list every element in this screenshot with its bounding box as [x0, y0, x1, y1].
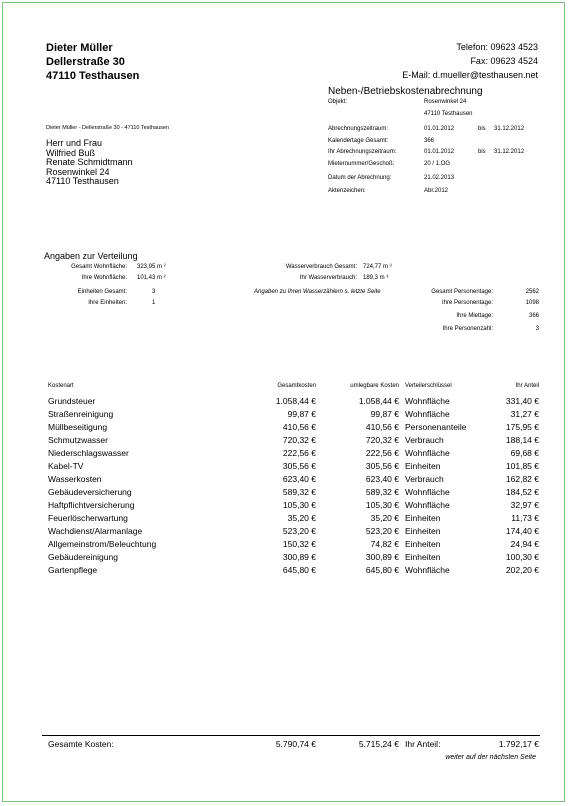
cell-kostenart: Wachdienst/Alarmanlage	[48, 526, 143, 536]
your-person-days-label: Ihre Personentage:	[441, 300, 493, 306]
cell-anteil: 11,73 €	[511, 513, 539, 523]
your-area-label: Ihre Wohnfläche:	[81, 275, 127, 281]
your-rent-days-value: 366	[528, 313, 539, 319]
water-your-value: 189,3 m ³	[363, 275, 389, 281]
cell-schluessel: Wohnfläche	[405, 565, 450, 575]
total-area-label: Gesamt Wohnfläche:	[71, 264, 127, 270]
col-header-kostenart: Kostenart	[48, 383, 74, 389]
cell-anteil: 331,40 €	[505, 396, 539, 406]
cell-anteil: 162,82 €	[505, 474, 539, 484]
cell-anteil: 174,40 €	[505, 526, 539, 536]
cell-umlegbar: 1.058,44 €	[358, 396, 399, 406]
recipient-line-1: Herr und Frau	[46, 138, 103, 148]
your-area-value: 101,43 m ²	[137, 275, 166, 281]
water-total-value: 724,77 m ³	[363, 264, 392, 270]
cell-gesamtkosten: 150,32 €	[282, 539, 316, 549]
cell-umlegbar: 645,80 €	[365, 565, 399, 575]
cell-kostenart: Wasserkosten	[48, 474, 102, 484]
your-units-value: 1	[152, 300, 156, 306]
cell-kostenart: Straßenreinigung	[48, 409, 114, 419]
cell-umlegbar: 99,87 €	[370, 409, 399, 419]
period-from: 01.01.2012	[424, 126, 455, 132]
cell-gesamtkosten: 720,32 €	[282, 435, 316, 445]
table-row	[0, 500, 569, 513]
cell-kostenart: Gartenpflege	[48, 565, 98, 575]
your-persons-value: 3	[535, 326, 539, 332]
cell-gesamtkosten: 305,56 €	[282, 461, 316, 471]
cell-schluessel: Personenanteile	[405, 422, 467, 432]
cell-kostenart: Schmutzwasser	[48, 435, 108, 445]
your-units-label: Ihre Einheiten:	[88, 300, 127, 306]
water-total-label: Wasserverbrauch Gesamt:	[285, 264, 357, 270]
cell-umlegbar: 74,82 €	[370, 539, 399, 549]
statement-title: Neben-/Betriebskostenabrechnung	[328, 86, 483, 97]
cell-umlegbar: 305,56 €	[365, 461, 399, 471]
ref-label: Aktenzeichen:	[328, 188, 366, 194]
person-days-total-label: Gesamt Personentage:	[431, 289, 493, 295]
cell-gesamtkosten: 105,30 €	[282, 500, 316, 510]
table-row	[0, 552, 569, 565]
cell-schluessel: Einheiten	[405, 461, 441, 471]
table-row	[0, 474, 569, 487]
totals-label: Gesamte Kosten:	[48, 739, 114, 749]
totals-gesamt: 5.790,74 €	[275, 739, 316, 749]
distribution-title: Angaben zur Verteilung	[44, 251, 138, 261]
tenant-no-value: 20 / 1.OG	[424, 161, 451, 167]
sender-email: E-Mail: d.mueller@testhausen.net	[402, 70, 538, 80]
table-row	[0, 526, 569, 539]
cell-schluessel: Wohnfläche	[405, 487, 450, 497]
date-label: Datum der Abrechnung:	[328, 175, 392, 181]
cell-anteil: 69,68 €	[510, 448, 539, 458]
cell-anteil: 31,27 €	[510, 409, 539, 419]
cell-schluessel: Einheiten	[405, 526, 441, 536]
col-header-umlegbar: umlegbare Kosten	[350, 383, 399, 389]
table-row	[0, 396, 569, 409]
cell-anteil: 202,20 €	[505, 565, 539, 575]
cell-gesamtkosten: 35,20 €	[287, 513, 316, 523]
table-row	[0, 409, 569, 422]
your-period-label: Ihr Abrechnungszeitraum:	[328, 149, 397, 155]
object-value-2: 47110 Testhausen	[424, 111, 473, 117]
object-value-1: Rosenwinkel 24	[424, 99, 467, 105]
days-value: 366	[424, 138, 435, 144]
person-days-total-value: 2562	[525, 289, 539, 295]
cell-kostenart: Kabel-TV	[48, 461, 84, 471]
cell-schluessel: Wohnfläche	[405, 409, 450, 419]
object-label: Objekt:	[328, 99, 348, 105]
cell-gesamtkosten: 99,87 €	[287, 409, 316, 419]
table-row	[0, 487, 569, 500]
days-label: Kalendertage Gesamt:	[328, 138, 389, 144]
ref-value: Abr.2012	[424, 188, 449, 194]
your-period-from: 01.01.2012	[424, 149, 455, 155]
your-period-bis: bis	[478, 149, 486, 155]
recipient-line-5: 47110 Testhausen	[46, 176, 119, 186]
table-row	[0, 565, 569, 578]
tenant-no-label: Mieternummer/Geschoß:	[328, 161, 395, 167]
sender-name: Dieter Müller	[46, 42, 113, 54]
cell-gesamtkosten: 222,56 €	[282, 448, 316, 458]
sender-city: 47110 Testhausen	[46, 70, 140, 82]
recipient-line-2: Wilfried Buß	[46, 148, 96, 158]
table-row	[0, 539, 569, 552]
cell-gesamtkosten: 300,89 €	[282, 552, 316, 562]
cell-kostenart: Gebäudereinigung	[48, 552, 118, 562]
cell-kostenart: Haftpflichtversicherung	[48, 500, 135, 510]
totals-divider	[42, 735, 540, 736]
cell-kostenart: Niederschlagswasser	[48, 448, 129, 458]
totals-umlegbar: 5.715,24 €	[358, 739, 399, 749]
your-rent-days-label: Ihre Miettage:	[456, 313, 493, 319]
period-to: 31.12.2012	[494, 126, 525, 132]
cell-anteil: 101,85 €	[505, 461, 539, 471]
cell-schluessel: Einheiten	[405, 513, 441, 523]
cell-umlegbar: 35,20 €	[370, 513, 399, 523]
cell-umlegbar: 523,20 €	[365, 526, 399, 536]
cell-anteil: 32,97 €	[510, 500, 539, 510]
table-row	[0, 513, 569, 526]
your-person-days-value: 1098	[525, 300, 539, 306]
cell-schluessel: Wohnfläche	[405, 500, 450, 510]
table-row	[0, 461, 569, 474]
cell-anteil: 184,52 €	[505, 487, 539, 497]
period-bis: bis	[478, 126, 486, 132]
sender-fax: Fax: 09623 4524	[470, 56, 538, 66]
cell-anteil: 24,94 €	[510, 539, 539, 549]
recipient-line-4: Rosenwinkel 24	[46, 167, 110, 177]
cell-schluessel: Verbrauch	[405, 435, 444, 445]
col-header-schluessel: Verteilerschlüssel	[405, 383, 452, 389]
cell-umlegbar: 720,32 €	[365, 435, 399, 445]
cell-kostenart: Müllbeseitigung	[48, 422, 108, 432]
your-period-to: 31.12.2012	[494, 149, 525, 155]
table-row	[0, 448, 569, 461]
cell-schluessel: Einheiten	[405, 539, 441, 549]
cell-kostenart: Feuerlöscherwartung	[48, 513, 128, 523]
cell-kostenart: Allgemeinstrom/Beleuchtung	[48, 539, 157, 549]
total-area-value: 323,95 m ²	[137, 264, 166, 270]
cell-schluessel: Einheiten	[405, 552, 441, 562]
water-your-label: Ihr Wasserverbrauch:	[299, 275, 357, 281]
cell-schluessel: Verbrauch	[405, 474, 444, 484]
your-persons-label: Ihre Personenzahl:	[442, 326, 493, 332]
cell-umlegbar: 410,56 €	[365, 422, 399, 432]
recipient-line-3: Renate Schmidtmann	[46, 157, 133, 167]
cell-anteil: 188,14 €	[505, 435, 539, 445]
cell-umlegbar: 105,30 €	[365, 500, 399, 510]
col-header-gesamtkosten: Gesamtkosten	[277, 383, 316, 389]
cell-gesamtkosten: 410,56 €	[282, 422, 316, 432]
cell-kostenart: Grundsteuer	[48, 396, 96, 406]
table-row	[0, 422, 569, 435]
cell-gesamtkosten: 589,32 €	[282, 487, 316, 497]
date-value: 21.02.2013	[424, 175, 455, 181]
cell-schluessel: Wohnfläche	[405, 448, 450, 458]
cell-anteil: 175,95 €	[505, 422, 539, 432]
table-row	[0, 435, 569, 448]
units-label: Einheiten Gesamt:	[77, 289, 127, 295]
units-value: 3	[152, 289, 156, 295]
continued-note: weiter auf der nächsten Seite	[445, 754, 536, 761]
cell-umlegbar: 222,56 €	[365, 448, 399, 458]
cell-gesamtkosten: 1.058,44 €	[275, 396, 316, 406]
cell-gesamtkosten: 523,20 €	[282, 526, 316, 536]
cell-umlegbar: 589,32 €	[365, 487, 399, 497]
totals-share: 1.792,17 €	[498, 739, 539, 749]
cell-schluessel: Wohnfläche	[405, 396, 450, 406]
cell-umlegbar: 623,40 €	[365, 474, 399, 484]
cell-gesamtkosten: 623,40 €	[282, 474, 316, 484]
cell-umlegbar: 300,89 €	[365, 552, 399, 562]
cell-gesamtkosten: 645,80 €	[282, 565, 316, 575]
totals-share-label: Ihr Anteil:	[405, 739, 441, 749]
period-label: Abrechnungszeitraum:	[328, 126, 389, 132]
cell-anteil: 100,30 €	[505, 552, 539, 562]
water-note: Angaben zu Ihren Wasserzählern s. letzte Seite	[254, 289, 381, 295]
sender-street: Dellerstraße 30	[46, 56, 125, 68]
col-header-anteil: Ihr Anteil	[515, 383, 539, 389]
cell-kostenart: Gebäudeversicherung	[48, 487, 132, 497]
sender-phone: Telefon: 09623 4523	[456, 42, 538, 52]
return-address-line: Dieter Müller - Dellerstraße 30 - 47110 Testhausen	[46, 125, 169, 131]
